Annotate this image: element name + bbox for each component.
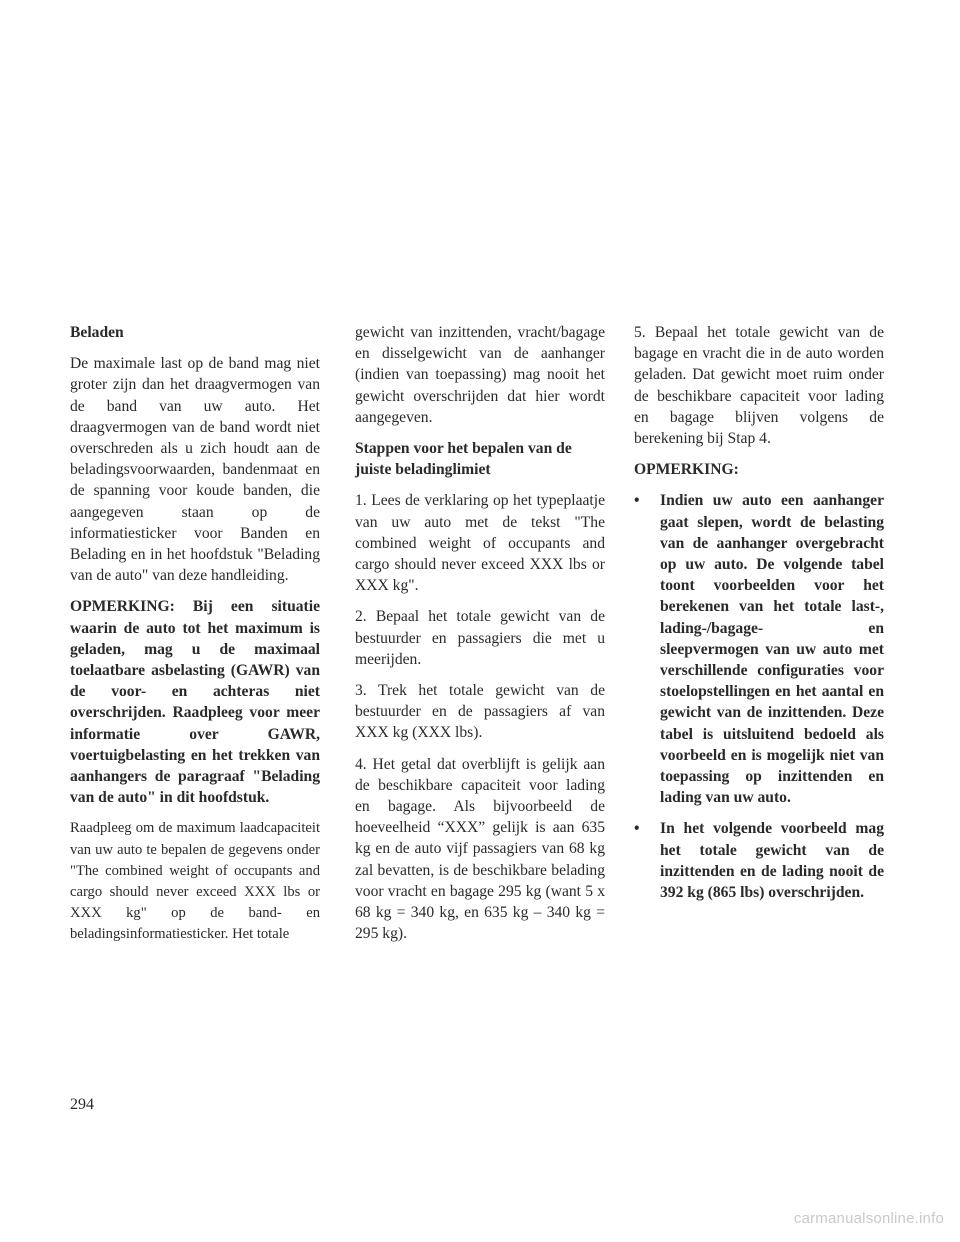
step-4: 4. Het getal dat overblijft is gelijk aan de beschikbare capaciteit voor lading en bagage. Als bijvoorbeeld de hoeveelheid “XXX” gelijk is aan 635 kg en de auto vijf passagiers van 68 kg zal bevatten, is de beschikbare belading voor vracht en bagage 295 kg (want 5 x 68 kg = 340 kg, en 635 kg – 340 kg = 295 kg).: [355, 755, 605, 943]
step-5: 5. Bepaal het totale gewicht van de bagage en vracht die in de auto worden geladen. Dat gewicht moet ruim onder de beschikbare capaciteit voor lading en bagage blijven volgens de berekening bij Stap 4.: [634, 324, 884, 448]
section-heading-beladen: Beladen: [70, 324, 124, 341]
bullet-text-example: In het volgende voorbeeld mag het totale gewicht van de inzittenden en de lading nooit de 392 kg (865 lbs) overschrijden.: [660, 820, 884, 902]
bullet-text-trailer: Indien uw auto een aanhanger gaat slepen, wordt de belasting van de aanhanger overgebracht op uw auto. De volgende tabel toont voorbeelden voor het berekenen van het totale last-, lading-/bagage- en sleepvermogen van uw auto met verschillende configuraties voor stoelopstellingen en het aantal en gewicht van de inzittenden. Deze tabel is uitsluitend bedoeld als voorbeeld en is mogelijk niet van toepassing op inzittenden en lading van uw auto.: [660, 492, 884, 807]
step-3: 3. Trek het totale gewicht van de bestuurder en de passagiers af van XXX kg (XXX lbs).: [355, 682, 605, 742]
text-column-3: [634, 322, 884, 913]
step-2: 2. Bepaal het totale gewicht van de bestuurder en passagiers die met u meerijden.: [355, 608, 605, 668]
paragraph-total-weight: gewicht van inzittenden, vracht/bagage en disselgewicht van de aanhanger (indien van toepassing) mag nooit het gewicht overschrijden dat hier wordt aangegeven.: [355, 324, 605, 426]
text-column-1: [70, 322, 320, 956]
watermark: carmanualsonline.info: [793, 1210, 944, 1227]
section-heading-steps: Stappen voor het bepalen van de juiste beladinglimiet: [355, 440, 572, 479]
step-1: 1. Lees de verklaring op het typeplaatje van uw auto met de tekst "The combined weight of occupants and cargo should never exceed XXX lbs or XXX kg".: [355, 492, 605, 595]
note-label: OPMERKING:: [634, 461, 739, 479]
page-number: 294: [70, 1096, 94, 1113]
bullet-item: [634, 490, 884, 808]
paragraph-load-capacity: Raadpleeg om de maximum laadcapaciteit van uw auto te bepalen de gegevens onder "The combined weight of occupants and cargo should never exceed XXX lbs or XXX kg" op de band- en beladingsinformatiesticker. Het totale: [70, 820, 320, 943]
bullet-icon: •: [634, 820, 640, 838]
bullet-icon: •: [634, 492, 640, 510]
text-column-2: [355, 322, 605, 954]
paragraph-tire-load: De maximale last op de band mag niet groter zijn dan het draagvermogen van de band van uw auto. Het draagvermogen van de band wordt niet overschreden als u zich houdt aan de beladingsvoorwaarden, bandenmaat en de spanning voor koude banden, die aangegeven staan op de informatiesticker voor Banden en Belading en in het hoofdstuk "Belading van de auto" van deze handleiding.: [70, 355, 320, 585]
bullet-item: [634, 818, 884, 903]
note-bullet-list: [634, 490, 884, 903]
note-gawr: OPMERKING: Bij een situatie waarin de auto tot het maximum is geladen, mag u de maximaal toelaatbare asbelasting (GAWR) van de voor- en achteras niet overschrijden. Raadpleeg voor meer informatie over GAWR, voertuigbelasting en het trekken van aanhangers de paragraaf "Belading van de auto" in dit hoofdstuk.: [70, 598, 320, 807]
